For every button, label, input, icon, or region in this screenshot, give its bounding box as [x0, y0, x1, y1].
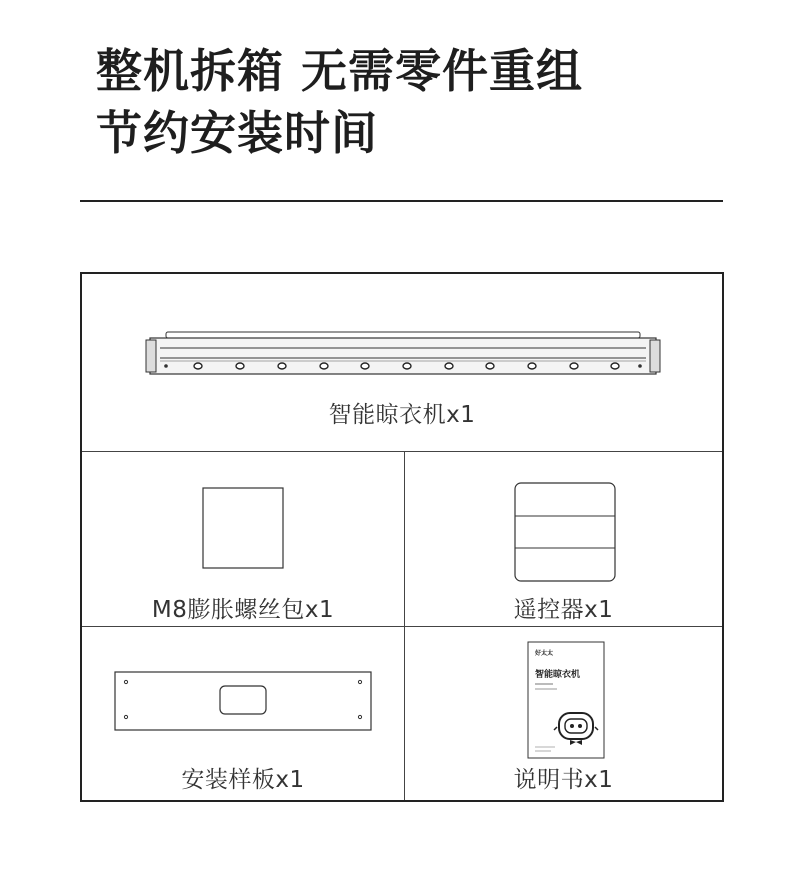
- item-mounting-template: [82, 627, 404, 800]
- headline-line-1: 整机拆箱 无需零件重组: [96, 44, 584, 98]
- item-label-remote-control: 遥控器x1: [513, 597, 614, 623]
- item-label-manual: 说明书x1: [513, 767, 614, 793]
- item-manual: [405, 627, 722, 800]
- item-label-mounting-template: 安装样板x1: [181, 767, 305, 793]
- mounting-template-icon: [114, 671, 372, 731]
- item-label-drying-rack: 智能晾衣机x1: [328, 402, 476, 428]
- headline: [96, 40, 583, 164]
- manual-booklet-icon: [527, 641, 605, 759]
- remote-control-icon: [514, 482, 616, 582]
- item-drying-rack: [82, 274, 722, 451]
- headline-line-2: 节约安装时间: [96, 106, 378, 160]
- item-screw-bag: [82, 451, 404, 626]
- item-remote-control: [405, 451, 722, 626]
- manual-title: 智能晾衣机: [535, 670, 581, 680]
- manual-brand: 好太太: [535, 650, 554, 657]
- screw-bag-icon: [202, 487, 284, 569]
- drying-rack-icon: [146, 330, 660, 380]
- item-label-screw-bag: M8膨胀螺丝包x1: [151, 597, 335, 623]
- package-contents-grid: [80, 272, 724, 802]
- divider: [80, 200, 723, 202]
